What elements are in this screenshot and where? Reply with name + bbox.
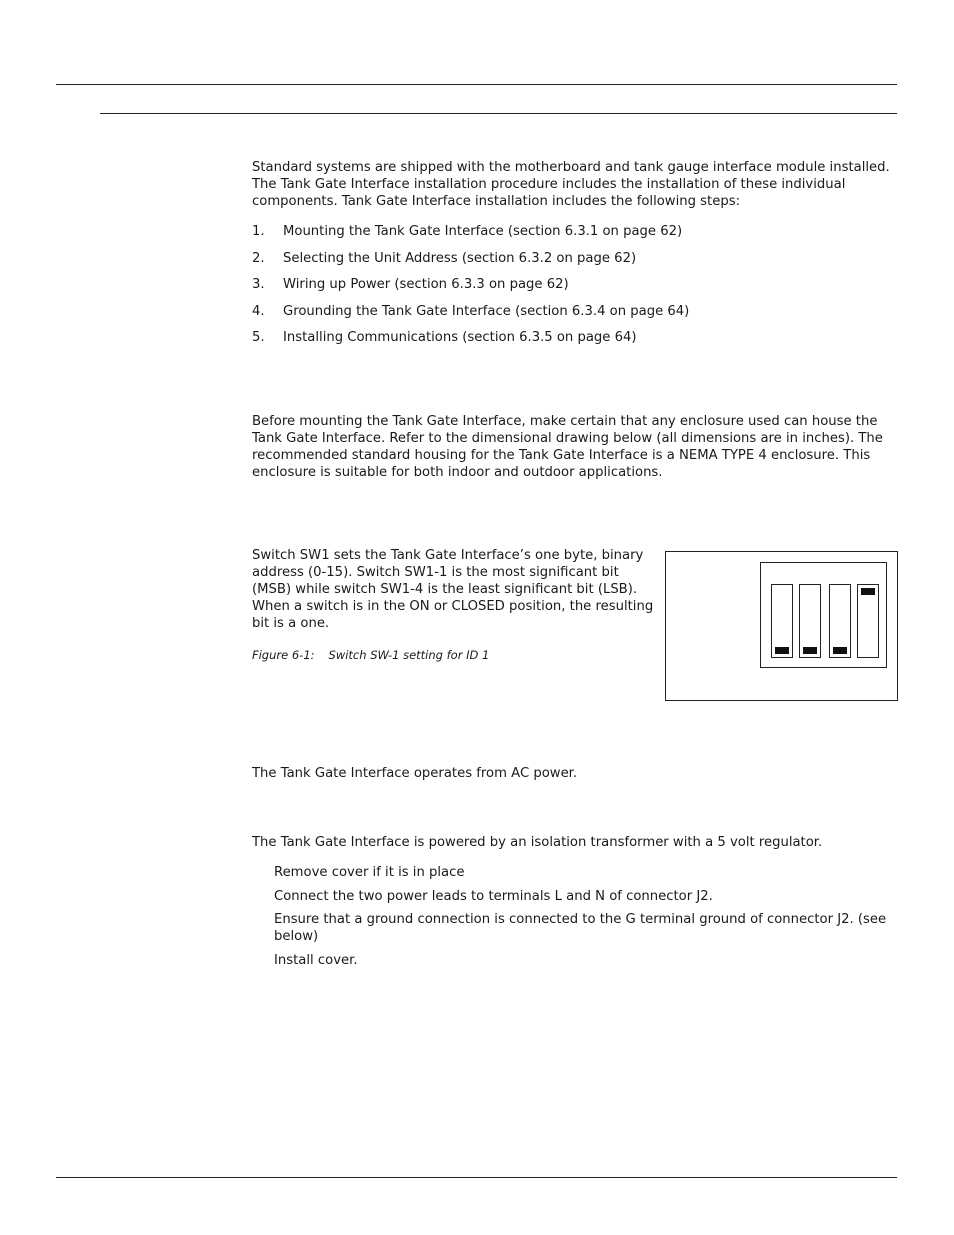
intro-paragraph: Standard systems are shipped with the motherboard and tank gauge interface module installed. The Tank Gate Interface installation procedure includes the installation of these individual components. Tank Gate Interface installation includes the following steps: (252, 160, 890, 209)
list-item: Ensure that a ground connection is connected to the G terminal ground of connector J2. (see below) (274, 912, 887, 944)
step-number: 5. (252, 330, 265, 345)
switch-knob (833, 647, 847, 654)
dip-switch-3 (829, 584, 851, 658)
transformer-paragraph: The Tank Gate Interface is powered by an isolation transformer with a 5 volt regulator. (252, 835, 823, 850)
step-number: 4. (252, 303, 265, 319)
step-text: Mounting the Tank Gate Interface (section 6.3.1 on page 62) (283, 224, 683, 239)
header-rule-bottom (100, 113, 897, 114)
dip-switch-figure (665, 551, 898, 701)
step-text: Grounding the Tank Gate Interface (section 6.3.4 on page 64) (283, 303, 690, 319)
list-item (252, 329, 897, 356)
switch-knob (803, 647, 817, 654)
step-number: 1. (252, 224, 265, 239)
dip-switch-1 (771, 584, 793, 658)
list-item: Remove cover if it is in place (274, 865, 465, 880)
list-item (252, 303, 897, 330)
dip-switch-4 (857, 584, 879, 658)
step-text: Installing Communications (section 6.3.5 on page 64) (283, 330, 637, 345)
step-text: Wiring up Power (section 6.3.3 on page 62) (283, 277, 569, 292)
figure-number: Figure 6-1: (252, 648, 315, 662)
header-rule-top (56, 84, 897, 85)
switch-knob (861, 588, 875, 595)
step-number: 2. (252, 250, 265, 266)
list-item: Connect the two power leads to terminals L and N of connector J2. (274, 888, 713, 904)
figure-caption (252, 648, 489, 663)
footer-rule (56, 1177, 897, 1178)
dip-switch-2 (799, 584, 821, 658)
address-paragraph: Switch SW1 sets the Tank Gate Interface’s one byte, binary address (0-15). Switch SW1-1 is the most significant bit (MSB) while switch SW1-4 is the least significant bit (LSB). When a switch is in the ON or CLOSED position, the resulting bit is a one. (252, 548, 654, 631)
dip-switch-body (760, 562, 887, 668)
switch-knob (775, 647, 789, 654)
list-item (252, 223, 897, 250)
figure-caption-text: Switch SW-1 setting for ID 1 (328, 648, 490, 662)
list-item: Install cover. (274, 952, 358, 968)
list-item (252, 276, 897, 303)
power-paragraph: The Tank Gate Interface operates from AC power. (252, 766, 578, 781)
step-number: 3. (252, 277, 265, 292)
mounting-paragraph: Before mounting the Tank Gate Interface, make certain that any enclosure used can house the Tank Gate Interface. Refer to the dimensional drawing below (all dimensions are in inches). The recommended standard housing for the Tank Gate Interface is a NEMA TYPE 4 enclosure. This enclosure is suitable for both indoor and outdoor applications. (252, 414, 883, 480)
list-item (252, 250, 897, 277)
installation-steps-list (252, 223, 897, 356)
step-text: Selecting the Unit Address (section 6.3.2 on page 62) (283, 250, 637, 266)
wiring-steps-list (274, 864, 897, 975)
